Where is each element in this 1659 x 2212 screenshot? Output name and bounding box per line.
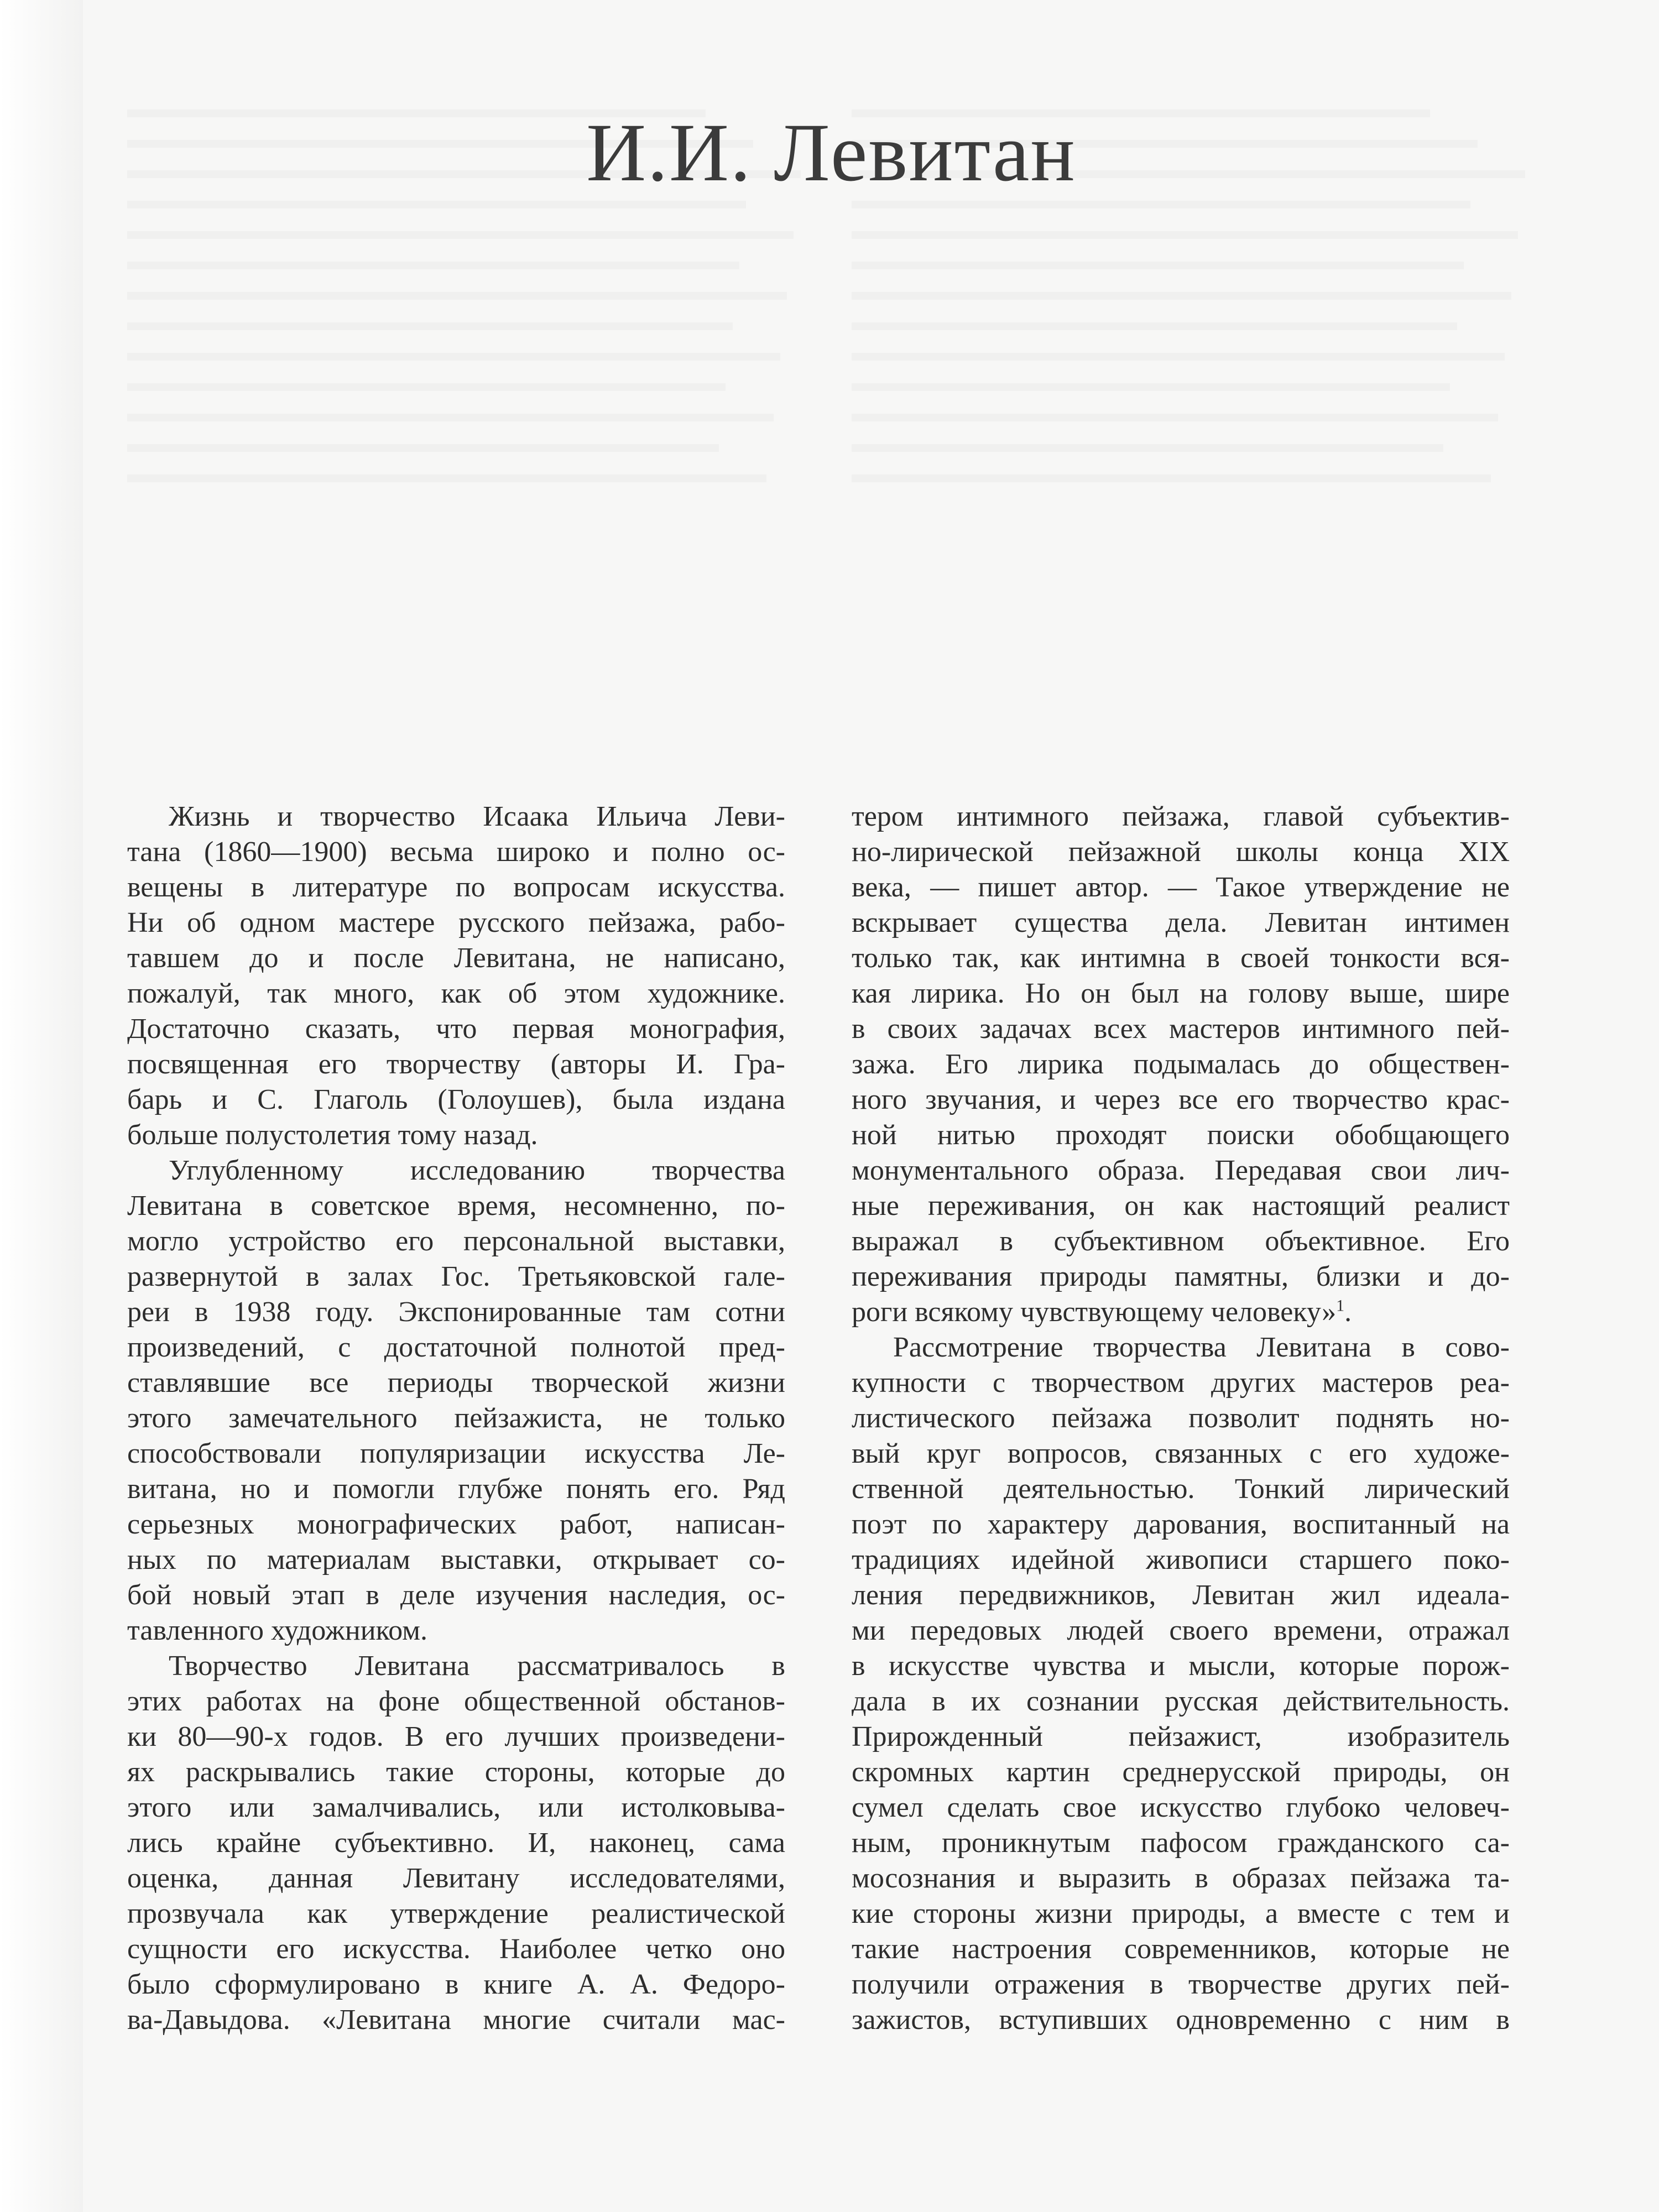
text-line bbox=[852, 1578, 1510, 1613]
text-line bbox=[127, 1507, 785, 1542]
text-line-content: способствовали популяризации искусства Ле- bbox=[127, 1438, 785, 1469]
text-line bbox=[127, 1684, 785, 1719]
text-line-content: витана, но и помогли глубже понять его. Ряд bbox=[127, 1473, 785, 1505]
text-line-content: серьезных монографических работ, написан- bbox=[127, 1509, 785, 1540]
text-line-content: тавленного художником. bbox=[127, 1615, 428, 1646]
text-line-content: Прирожденный пейзажист, изобразитель bbox=[852, 1721, 1510, 1752]
show-through-line bbox=[852, 292, 1511, 300]
text-line-content: поэт по характеру дарования, воспитанный на bbox=[852, 1509, 1510, 1540]
text-line bbox=[852, 1542, 1510, 1578]
text-line-content: оценка, данная Левитану исследователями, bbox=[127, 1863, 785, 1894]
text-line-content: тана (1860—1900) весьма широко и полно ос- bbox=[127, 836, 785, 868]
text-line-content: барь и С. Глаголь (Голоушев), была издана bbox=[127, 1084, 785, 1115]
show-through-line bbox=[127, 292, 787, 300]
text-line-content: развернутой в залах Гос. Третьяковской гале- bbox=[127, 1261, 785, 1292]
text-line bbox=[852, 1259, 1510, 1295]
text-line bbox=[127, 1825, 785, 1861]
text-line bbox=[852, 1436, 1510, 1472]
show-through-line bbox=[127, 444, 719, 452]
text-line-content: ных по материалам выставки, открывает со- bbox=[127, 1544, 785, 1575]
show-through-line bbox=[852, 322, 1457, 330]
text-line-content: ственной деятельностью. Тонкий лирический bbox=[852, 1473, 1510, 1505]
text-line bbox=[852, 1082, 1510, 1118]
page-title: И.И. Левитан bbox=[586, 107, 1076, 199]
text-line bbox=[127, 1188, 785, 1224]
text-line-content: монументального образа. Передавая свои лич- bbox=[852, 1155, 1510, 1186]
text-line-content: Рассмотрение творчества Левитана в сово- bbox=[893, 1332, 1510, 1363]
text-line-content: произведений, с достаточной полнотой пред- bbox=[127, 1332, 785, 1363]
text-line bbox=[852, 1755, 1510, 1790]
text-line bbox=[127, 1578, 785, 1613]
text-line bbox=[127, 1153, 785, 1188]
text-line-content: листического пейзажа позволит поднять но- bbox=[852, 1402, 1510, 1434]
text-line-content: вскрывает существа дела. Левитан интимен bbox=[852, 907, 1510, 938]
text-line-content: ки 80—90-х годов. В его лучших произведени- bbox=[127, 1721, 785, 1752]
text-line-content: зажистов, вступивших одновременно с ним в bbox=[852, 2004, 1510, 2036]
text-line-content: только так, как интимна в своей тонкости вся- bbox=[852, 942, 1510, 974]
text-line-content: этого или замалчивались, или истолковыва- bbox=[127, 1792, 785, 1823]
footnote-marker: 1 bbox=[1336, 1296, 1345, 1315]
text-line bbox=[127, 1295, 785, 1330]
text-line bbox=[127, 1011, 785, 1047]
text-column-left bbox=[127, 799, 785, 2038]
page-gutter-shadow bbox=[0, 0, 83, 2212]
text-line-content: ные переживания, он как настоящий реалист bbox=[852, 1190, 1510, 1222]
text-line-content: Достаточно сказать, что первая монография, bbox=[127, 1013, 785, 1045]
text-line bbox=[852, 834, 1510, 870]
text-line bbox=[852, 1790, 1510, 1825]
show-through-line bbox=[127, 201, 746, 208]
text-line bbox=[127, 1648, 785, 1684]
text-line-content: было сформулировано в книге А. А. Федоро- bbox=[127, 1969, 785, 2000]
text-line-content: Творчество Левитана рассматривалось в bbox=[169, 1650, 785, 1682]
text-line bbox=[852, 1153, 1510, 1188]
text-line bbox=[852, 1401, 1510, 1436]
text-line-content: сумел сделать свое искусство глубоко человеч- bbox=[852, 1792, 1510, 1823]
text-line bbox=[127, 941, 785, 976]
text-line-content: тером интимного пейзажа, главой субъектив- bbox=[852, 801, 1510, 832]
show-through-line bbox=[852, 444, 1443, 452]
text-line-content: бой новый этап в деле изучения наследия, ос- bbox=[127, 1579, 785, 1611]
show-through-line bbox=[127, 383, 726, 391]
text-line-content: пожалуй, так много, как об этом художнике. bbox=[127, 978, 785, 1009]
text-line-content: кая лирика. Но он был на голову выше, шире bbox=[852, 978, 1510, 1009]
text-line bbox=[852, 1613, 1510, 1648]
text-line bbox=[852, 1648, 1510, 1684]
text-line bbox=[852, 1684, 1510, 1719]
show-through-line bbox=[127, 353, 780, 361]
text-line bbox=[127, 834, 785, 870]
text-line-content: вещены в литературе по вопросам искусства. bbox=[127, 872, 785, 903]
text-line-content: ми передовых людей своего времени, отражал bbox=[852, 1615, 1510, 1646]
text-line-content: больше полустолетия тому назад. bbox=[127, 1119, 538, 1151]
text-line-content: вый круг вопросов, связанных с его художе- bbox=[852, 1438, 1510, 1469]
text-line bbox=[852, 1896, 1510, 1932]
text-line-content: лись крайне субъективно. И, наконец, сама bbox=[127, 1827, 785, 1859]
text-line-content: ва-Давыдова. «Левитана многие считали мас- bbox=[127, 2004, 785, 2036]
text-line bbox=[127, 1259, 785, 1295]
text-line bbox=[852, 1861, 1510, 1896]
text-line bbox=[127, 1861, 785, 1896]
text-line-content: выражал в субъективном объективное. Его bbox=[852, 1225, 1510, 1257]
text-line-content: дала в их сознании русская действительность. bbox=[852, 1686, 1510, 1717]
text-line-content: ях раскрывались такие стороны, которые до bbox=[127, 1756, 785, 1788]
text-line bbox=[852, 1330, 1510, 1365]
text-line bbox=[852, 1011, 1510, 1047]
text-line bbox=[127, 1401, 785, 1436]
show-through-line bbox=[852, 474, 1491, 482]
text-line-content: Ни об одном мастере русского пейзажа, рабо- bbox=[127, 907, 785, 938]
text-line bbox=[127, 905, 785, 941]
text-line bbox=[852, 1932, 1510, 1967]
show-through-line bbox=[852, 353, 1505, 361]
text-line bbox=[852, 1047, 1510, 1082]
text-line bbox=[127, 1896, 785, 1932]
text-line bbox=[127, 1613, 785, 1648]
show-through-line bbox=[127, 262, 739, 269]
text-line-content: ления передвижников, Левитан жил идеала- bbox=[852, 1579, 1510, 1611]
text-line bbox=[127, 1755, 785, 1790]
text-line bbox=[127, 1542, 785, 1578]
text-column-right bbox=[852, 799, 1510, 2038]
text-line bbox=[852, 1224, 1510, 1259]
text-line bbox=[127, 976, 785, 1011]
text-line-content: Углубленному исследованию творчества bbox=[169, 1155, 785, 1186]
text-line bbox=[852, 1188, 1510, 1224]
text-line-content: традициях идейной живописи старшего поко- bbox=[852, 1544, 1510, 1575]
text-line-content: в искусстве чувства и мысли, которые порож- bbox=[852, 1650, 1510, 1682]
text-line-content: но-лирической пейзажной школы конца XIX bbox=[852, 836, 1510, 868]
text-line bbox=[127, 1932, 785, 1967]
text-line bbox=[852, 799, 1510, 834]
show-through-line bbox=[852, 414, 1498, 421]
text-line-content: века, — пишет автор. — Такое утверждение не bbox=[852, 872, 1510, 903]
show-through-line bbox=[852, 201, 1470, 208]
text-line bbox=[852, 870, 1510, 905]
text-line bbox=[127, 1224, 785, 1259]
text-line bbox=[127, 1472, 785, 1507]
text-line bbox=[127, 799, 785, 834]
text-line-content: этих работах на фоне общественной обстанов- bbox=[127, 1686, 785, 1717]
text-line-content: ставлявшие все периоды творческой жизни bbox=[127, 1367, 785, 1399]
text-line-content: Жизнь и творчество Исаака Ильича Леви- bbox=[169, 801, 785, 832]
text-line-content: посвященная его творчеству (авторы И. Гра- bbox=[127, 1048, 785, 1080]
text-line-content: мосознания и выразить в образах пейзажа та- bbox=[852, 1863, 1510, 1894]
text-line bbox=[127, 1118, 785, 1153]
text-line bbox=[852, 1719, 1510, 1755]
text-line bbox=[852, 1507, 1510, 1542]
text-line bbox=[127, 2002, 785, 2038]
text-line-content: ным, проникнутым пафосом гражданского са- bbox=[852, 1827, 1510, 1859]
text-line-content: ного звучания, и через все его творчество крас- bbox=[852, 1084, 1510, 1115]
text-line-content: могло устройство его персональной выставки, bbox=[127, 1225, 785, 1257]
text-line bbox=[852, 2002, 1510, 2038]
text-line bbox=[127, 1330, 785, 1365]
text-line-content: сущности его искусства. Наиболее четко оно bbox=[127, 1933, 785, 1965]
text-line-content: Левитана в советское время, несомненно, по- bbox=[127, 1190, 785, 1222]
show-through-line bbox=[852, 262, 1464, 269]
text-line-content: переживания природы памятны, близки и до- bbox=[852, 1261, 1510, 1292]
text-line-content: тавшем до и после Левитана, не написано, bbox=[127, 942, 785, 974]
text-line-content: кие стороны жизни природы, а вместе с тем и bbox=[852, 1898, 1510, 1929]
text-line-content: зажа. Его лирика подымалась до обществен- bbox=[852, 1048, 1510, 1080]
show-through-line bbox=[852, 231, 1518, 239]
text-line bbox=[127, 1790, 785, 1825]
text-line bbox=[127, 1967, 785, 2002]
text-line-content: реи в 1938 году. Экспонированные там сотни bbox=[127, 1296, 785, 1328]
text-line-content: роги всякому чувствующему человеку» bbox=[852, 1296, 1337, 1328]
text-line bbox=[127, 1365, 785, 1401]
show-through-line bbox=[127, 231, 794, 239]
text-line bbox=[127, 1082, 785, 1118]
text-line-content: такие настроения современников, которые не bbox=[852, 1933, 1510, 1965]
text-line bbox=[127, 870, 785, 905]
show-through-line bbox=[127, 414, 774, 421]
text-line bbox=[852, 941, 1510, 976]
text-line bbox=[852, 905, 1510, 941]
show-through-line bbox=[127, 474, 766, 482]
text-line bbox=[852, 1118, 1510, 1153]
text-line-content: прозвучала как утверждение реалистической bbox=[127, 1898, 785, 1929]
text-line bbox=[852, 1472, 1510, 1507]
show-through-line bbox=[852, 383, 1450, 391]
text-line bbox=[852, 1295, 1510, 1330]
text-line-content: ной нитью проходят поиски обобщающего bbox=[852, 1119, 1510, 1151]
text-line bbox=[852, 976, 1510, 1011]
text-line bbox=[852, 1825, 1510, 1861]
text-line-content: этого замечательного пейзажиста, не только bbox=[127, 1402, 785, 1434]
text-line-content: купности с творчеством других мастеров реа- bbox=[852, 1367, 1510, 1399]
text-line bbox=[127, 1719, 785, 1755]
text-line bbox=[852, 1967, 1510, 2002]
text-line-content: скромных картин среднерусской природы, он bbox=[852, 1756, 1510, 1788]
text-line bbox=[127, 1047, 785, 1082]
text-line-content: получили отражения в творчестве других пей- bbox=[852, 1969, 1510, 2000]
text-line bbox=[127, 1436, 785, 1472]
text-line-tail: . bbox=[1344, 1296, 1352, 1328]
text-line bbox=[852, 1365, 1510, 1401]
show-through-line bbox=[127, 322, 733, 330]
text-line-content: в своих задачах всех мастеров интимного пей- bbox=[852, 1013, 1510, 1045]
